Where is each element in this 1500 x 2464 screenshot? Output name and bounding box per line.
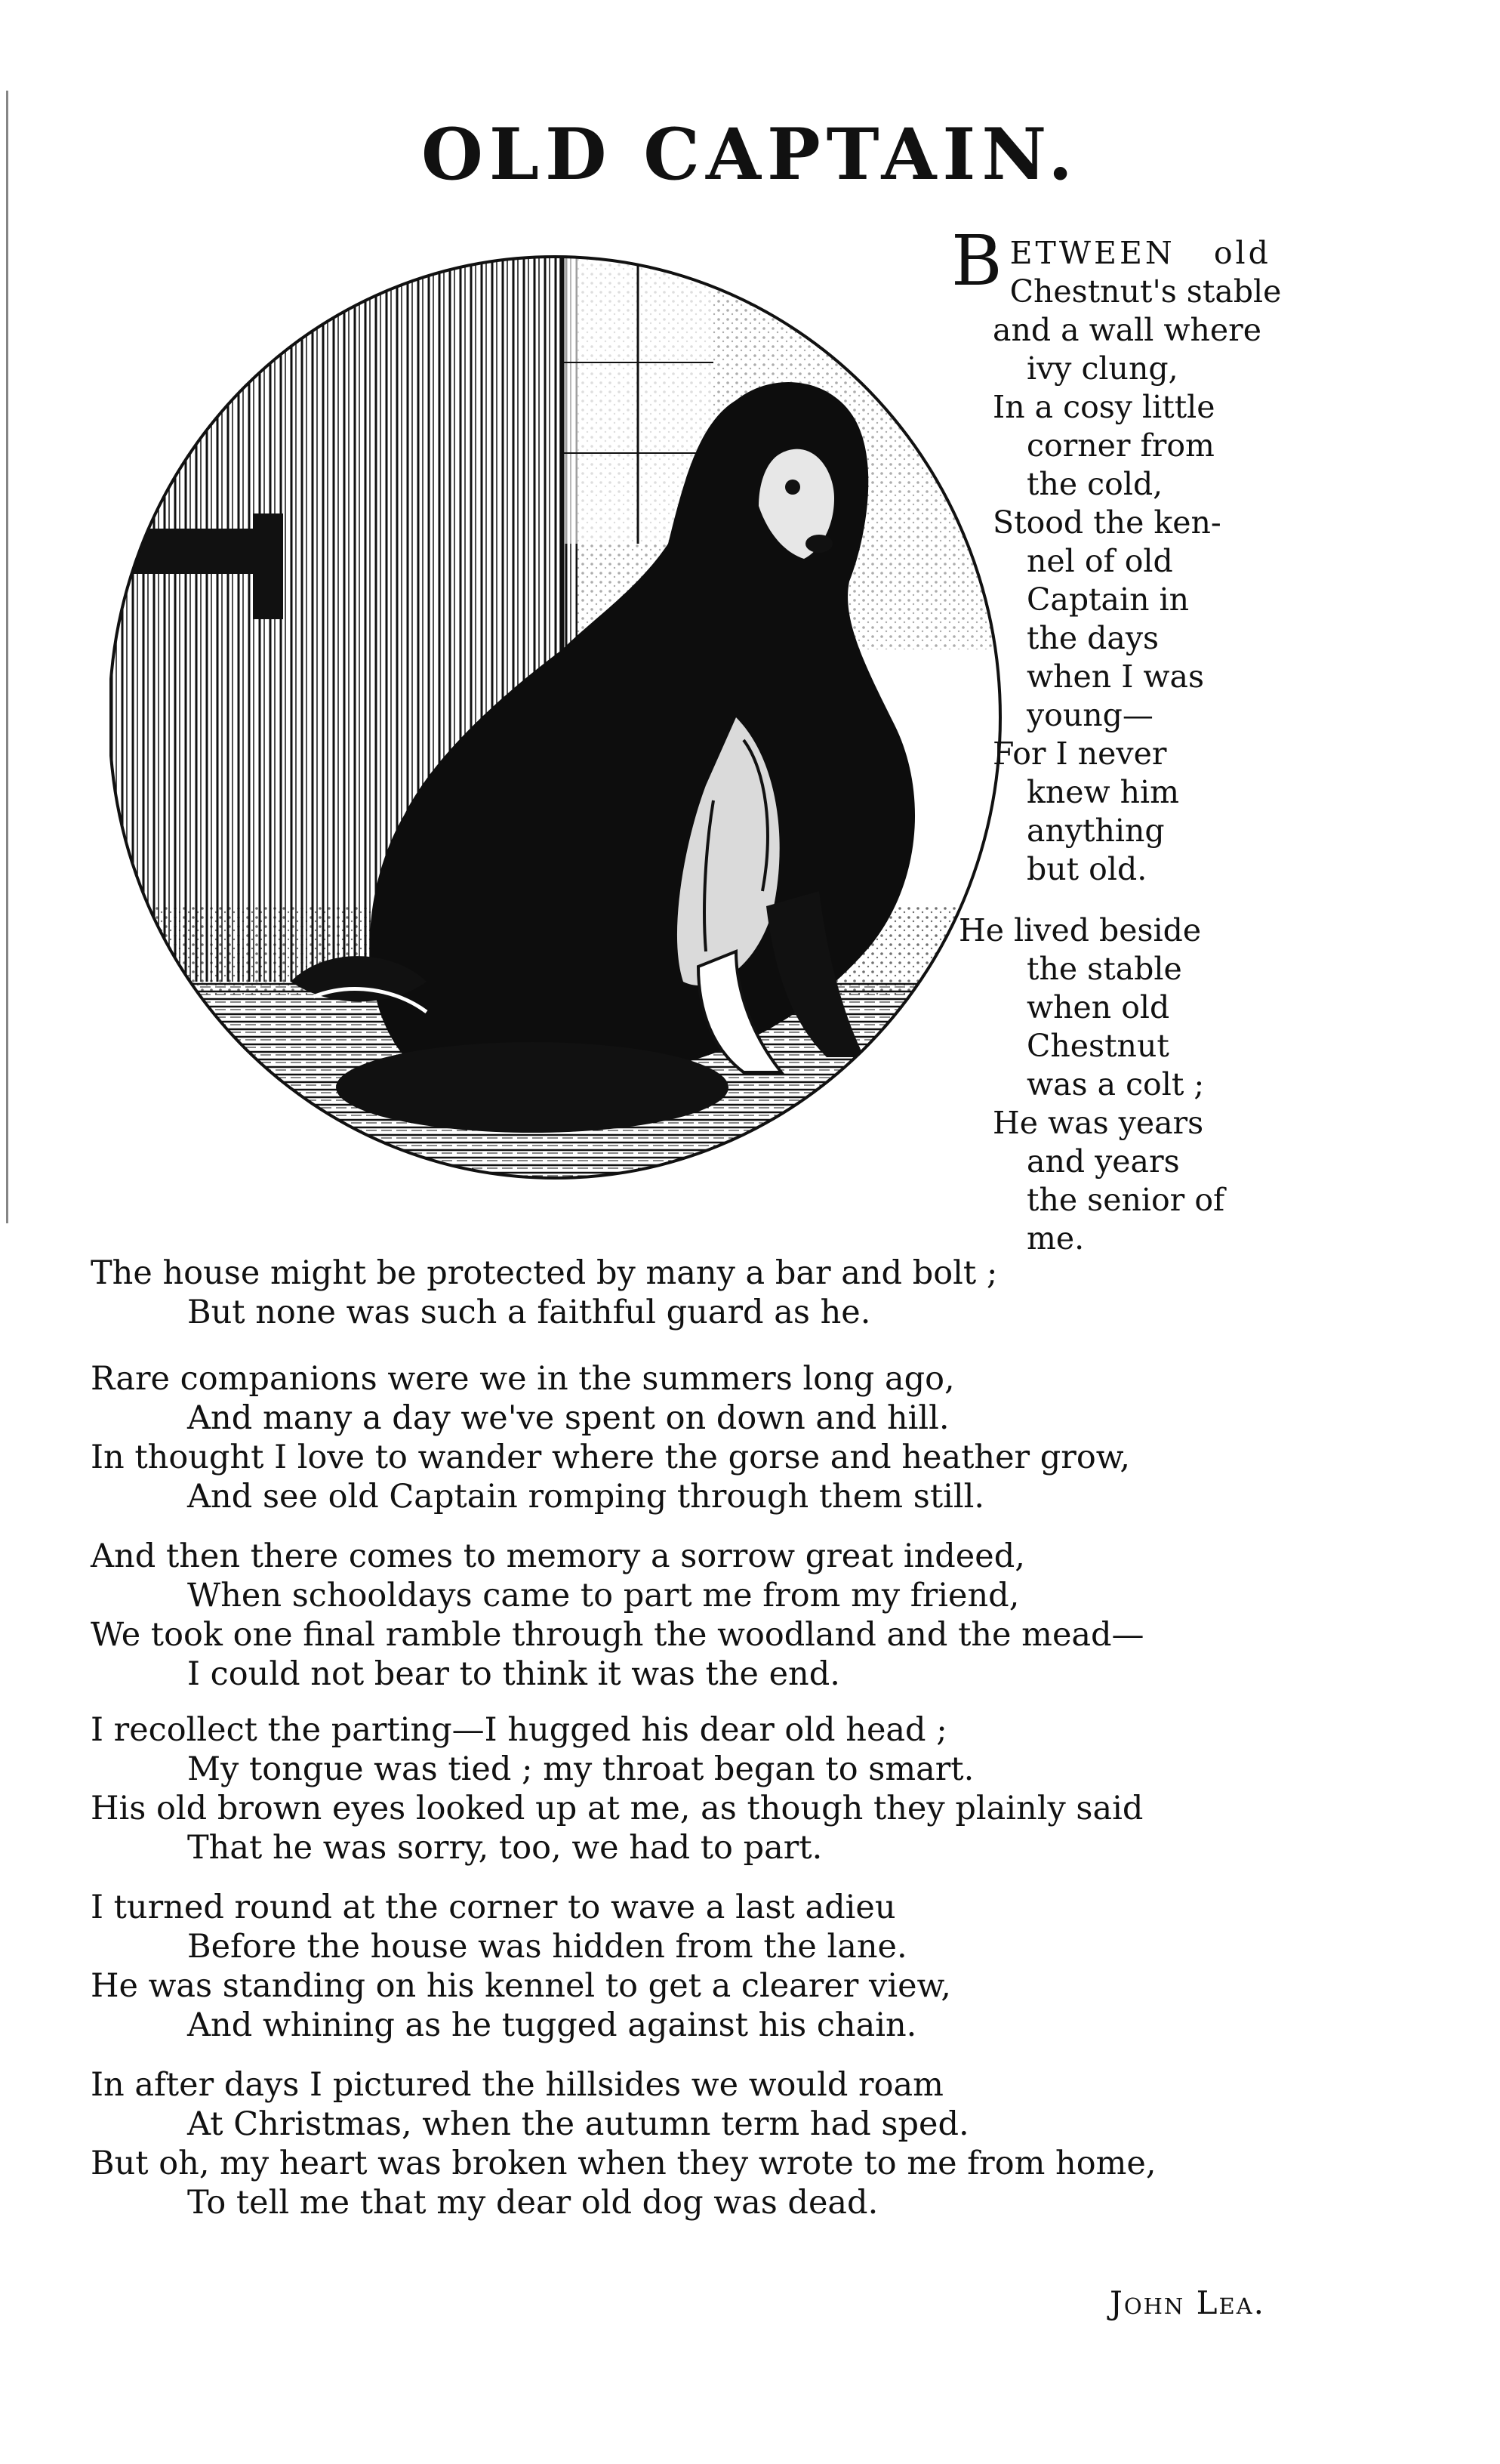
verse-line: was a colt ; <box>1027 1066 1205 1102</box>
verse-line: Chestnut <box>1027 1028 1169 1064</box>
verse-line: me. <box>1027 1220 1085 1257</box>
verse-line: I turned round at the corner to wave a last adieu <box>91 1889 896 1926</box>
verse-line: And whining as he tugged against his chain. <box>187 2006 917 2044</box>
verse-line: young— <box>1027 697 1153 733</box>
poem-title: OLD CAPTAIN. <box>421 113 1079 196</box>
drop-cap: B <box>951 220 1003 301</box>
verse-line: He lived beside <box>959 912 1202 948</box>
verse-line: He was years <box>993 1105 1204 1141</box>
margin-rule <box>6 91 8 1223</box>
verse-line: And see old Captain romping through them still. <box>187 1478 985 1516</box>
verse-line: nel of old <box>1027 543 1173 579</box>
stanza <box>91 1888 1374 2045</box>
verse-line: But none was such a faithful guard as he. <box>187 1294 871 1331</box>
verse-line: the days <box>1027 620 1160 656</box>
verse-line: the cold, <box>1027 466 1163 502</box>
verse-line: The house might be protected by many a bar and bolt ; <box>91 1254 998 1292</box>
verse-line: I recollect the parting—I hugged his dear old head ; <box>91 1711 947 1749</box>
verse-line: Before the house was hidden from the lane. <box>187 1928 907 1966</box>
verse-line: And then there comes to memory a sorrow great indeed, <box>91 1537 1025 1575</box>
verse-line: But oh, my heart was broken when they wrote to me from home, <box>91 2145 1157 2182</box>
verse-line: anything <box>1027 813 1165 849</box>
verse-line: My tongue was tied ; my throat began to smart. <box>187 1750 975 1788</box>
verse-line: when old <box>1027 989 1170 1025</box>
verse-line: That he was sorry, too, we had to part. <box>187 1829 823 1867</box>
verse-line: At Christmas, when the autumn term had sped. <box>187 2105 969 2143</box>
verse-line: We took one final ramble through the woodland and the mead— <box>91 1616 1144 1654</box>
verse-line: Captain in <box>1027 581 1190 618</box>
dog-illustration <box>109 220 1038 1231</box>
verse-line: when I was <box>1027 658 1205 695</box>
verse-line: and a wall where <box>993 312 1262 348</box>
verse-line: For I never <box>993 735 1167 772</box>
verse-line: His old brown eyes looked up at me, as though they plainly said <box>91 1790 1144 1827</box>
stanza-first <box>951 220 1374 1258</box>
verse-line: In a cosy little <box>993 389 1215 425</box>
verse-line: Chestnut's stable <box>1009 273 1282 310</box>
stanza <box>91 1710 1374 1867</box>
verse-line: And many a day we've spent on down and hill. <box>187 1399 950 1437</box>
verse-line: Stood the ken- <box>993 504 1221 541</box>
verse-line: ivy clung, <box>1027 350 1178 387</box>
author-signature: John Lea. <box>1110 2284 1265 2321</box>
verse-line: corner from <box>1027 427 1215 464</box>
stanza <box>91 1537 1374 1694</box>
stanza <box>91 1359 1374 1516</box>
verse-line: the senior of <box>1027 1182 1225 1218</box>
stanza <box>91 2065 1374 2222</box>
verse-line: In after days I pictured the hillsides we would roam <box>91 2066 944 2104</box>
verse-line: Rare companions were we in the summers long ago, <box>91 1360 955 1398</box>
verse-line: and years <box>1027 1143 1180 1180</box>
verse-line: the stable <box>1027 951 1182 987</box>
verse-line: I could not bear to think it was the end. <box>187 1655 840 1693</box>
stanza-first-opening <box>951 220 1374 311</box>
verse-line: He was standing on his kennel to get a clearer view, <box>91 1967 951 2005</box>
verse-line: When schooldays came to part me from my friend, <box>187 1577 1020 1614</box>
verse-line: knew him <box>1027 774 1180 810</box>
verse-line: ETWEEN old <box>1009 235 1271 271</box>
verse-line: In thought I love to wander where the gorse and heather grow, <box>91 1439 1131 1476</box>
stanza-first-ending <box>91 1254 1374 1332</box>
verse-line: To tell me that my dear old dog was dead. <box>187 2184 879 2222</box>
verse-line: but old. <box>1027 851 1147 887</box>
